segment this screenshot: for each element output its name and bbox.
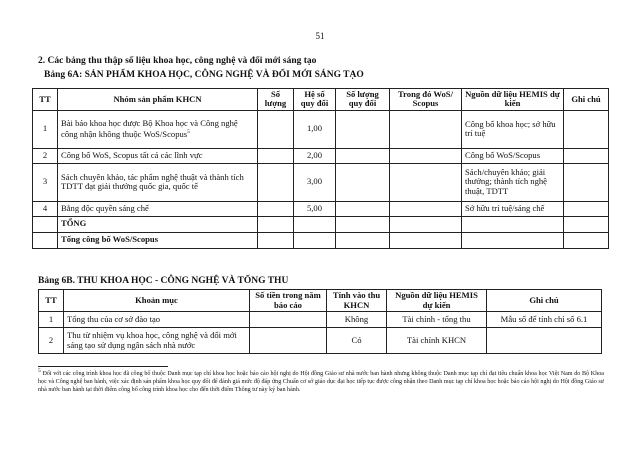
table-row [33,148,609,163]
cell-converted [336,163,390,201]
table-row [39,328,602,354]
col-header-amount: Số tiền trong năm báo cáo [250,290,327,312]
cell-tt: 2 [39,328,64,354]
footnote-mark: 5 [38,368,41,374]
cell-counted: Không [327,312,387,328]
cell-coef: 1,00 [294,110,336,148]
col-header-wos: Trong đó WoS/ Scopus [390,89,462,111]
cell-qty [258,110,294,148]
cell-tt: 3 [33,163,58,201]
cell-tt: 4 [33,201,58,216]
footnote-mark: 5 [187,128,190,135]
col-header-source: Nguồn dữ liệu HEMIS dự kiến [387,290,487,312]
section-heading: 2. Các bảng thu thập số liệu khoa học, công nghệ và đổi mới sáng tạo [38,56,317,66]
table-row [33,110,609,148]
cell-wos [390,201,462,216]
total-wos-row [33,232,609,248]
table-6a-title: Bảng 6A: SẢN PHẨM KHOA HỌC, CÔNG NGHỆ VÀ ĐỔI MỚI SÁNG TẠO [44,70,364,80]
col-header-counted: Tính vào thu KHCN [327,290,387,312]
cell-note: Mẫu số để tính chỉ số 6.1 [487,312,602,328]
cell-source: Công bố khoa học; sở hữu trí tuệ [462,110,564,148]
cell-group-text: Bài báo khoa học được Bộ Khoa học và Công nghệ công nhận không thuộc WoS/Scopus [61,118,238,139]
col-header-group: Nhóm sản phẩm KHCN [58,89,258,111]
col-header-qty: Số lượng [258,89,294,111]
cell-amount [250,312,327,328]
cell-note [564,148,609,163]
cell-item: Tổng thu của cơ sở đào tạo [64,312,250,328]
cell-amount [250,328,327,354]
col-header-note: Ghi chú [487,290,602,312]
cell-group: Bằng độc quyền sáng chế [58,201,258,216]
cell-source: Công bố WoS/Scopus [462,148,564,163]
cell-note [564,110,609,148]
col-header-coef: Hệ số quy đổi [294,89,336,111]
cell-tt: 2 [33,148,58,163]
cell-coef: 3,00 [294,163,336,201]
cell-coef: 5,00 [294,201,336,216]
cell-tt: 1 [33,110,58,148]
footnote-text: Đối với các công trình khoa học đã công bố thuộc Danh mục tạp chí khoa học hoặc báo cáo hội nghị do Hội đồng Giáo sư nhà nước ban hành nhưng không thuộc Danh mục tạp chí đạt tiêu chuẩn khoa học Việt Nam do Bộ Khoa học và Công nghệ ban hành, việc xác định sản phẩm khoa học quy đổi để đánh giá mức độ đáp ứng Chuẩn cơ sở giáo dục đại học tiếp tục được công nhận theo Danh mục tạp chí khoa học hoặc báo cáo hội nghị do Hội đồng Giáo sư nhà nước ban hành tại thời điểm công bố công trình khoa học cho đến thời điểm Thông tư này ký ban hành. [38,371,604,394]
cell-source: Sở hữu trí tuệ/sáng chế [462,201,564,216]
table-header-row [33,89,609,111]
cell-converted [336,110,390,148]
col-header-note: Ghi chú [564,89,609,111]
cell-counted: Có [327,328,387,354]
cell-qty [258,201,294,216]
col-header-converted: Số lượng quy đổi [336,89,390,111]
cell-tt: 1 [39,312,64,328]
cell-source: Sách/chuyên khảo; giải thưởng; thành tích nghệ thuật, TDTT [462,163,564,201]
table-6b [38,289,602,354]
cell-note [564,163,609,201]
cell-converted [336,201,390,216]
page-number: 51 [315,31,325,41]
cell-wos [390,110,462,148]
cell-wos [390,148,462,163]
table-row [33,201,609,216]
table-6b-title: Bảng 6B. THU KHOA HỌC - CÔNG NGHỆ VÀ TỔNG THU [38,276,289,286]
cell-coef: 2,00 [294,148,336,163]
table-row [33,163,609,201]
footnote-divider [38,366,168,367]
col-header-source: Nguồn dữ liệu HEMIS dự kiến [462,89,564,111]
cell-qty [258,148,294,163]
cell-group: Sách chuyên khảo, tác phẩm nghệ thuật và thành tích TDTT đạt giải thưởng quốc gia, quốc tế [58,163,258,201]
table-header-row [39,290,602,312]
cell-source: Tài chính - tổng thu [387,312,487,328]
total-label: TỔNG [58,216,258,232]
cell-note [564,201,609,216]
footnote [38,368,604,394]
cell-wos [390,163,462,201]
cell-qty [258,163,294,201]
cell-item: Thu từ nhiệm vụ khoa học, công nghệ và đổi mới sáng tạo sử dụng ngân sách nhà nước [64,328,250,354]
cell-converted [336,148,390,163]
table-row [39,312,602,328]
col-header-tt: TT [33,89,58,111]
total-row [33,216,609,232]
cell-source: Tài chính KHCN [387,328,487,354]
col-header-tt: TT [39,290,64,312]
cell-group: Công bố WoS, Scopus tất cả các lĩnh vực [58,148,258,163]
table-6a [32,88,609,249]
col-header-item: Khoản mục [64,290,250,312]
cell-group [58,110,258,148]
total-wos-label: Tổng công bố WoS/Scopus [58,232,258,248]
cell-note [487,328,602,354]
